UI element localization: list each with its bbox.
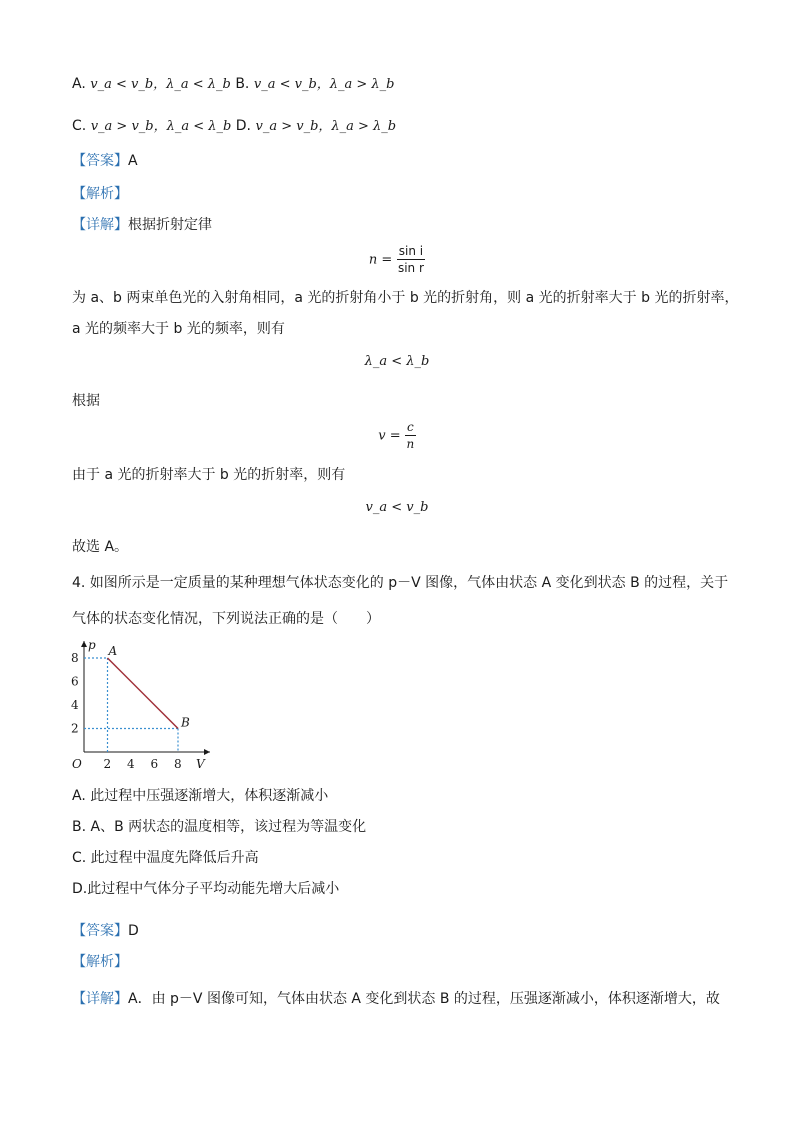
detail-text-2: A．由 p－V 图像可知，气体由状态 A 变化到状态 B 的过程，压强逐渐减小，体积逐渐增大，故 — [128, 991, 720, 1007]
q4-stem-line-2: 气体的状态变化情况，下列说法正确的是（ ） — [72, 611, 380, 627]
analysis-tag-2: 【解析】 — [72, 954, 128, 970]
option-q3-row2 — [72, 115, 396, 134]
option-q4-d: D.此过程中气体分子平均动能先增大后减小 — [72, 881, 340, 897]
chart-point-labels — [108, 644, 191, 730]
detail-conclusion: 故选 A。 — [72, 539, 129, 555]
q4-stem-line-1: 4. 如图所示是一定质量的某种理想气体状态变化的 p－V 图像，气体由状态 A 变化到状态 B 的过程，关于 — [72, 575, 729, 591]
equation-refraction — [0, 244, 794, 275]
eq1-fraction — [397, 244, 425, 275]
answer-line-1 — [72, 150, 138, 170]
answer-tag-2: 【答案】 — [72, 923, 128, 939]
option-q4-b: B. A、B 两状态的温度相等，该过程为等温变化 — [72, 819, 367, 835]
option-a-text: v_a < v_b，λ_a < λ_b — [90, 77, 231, 92]
detail-line-3: a 光的频率大于 b 光的频率，则有 — [72, 321, 285, 337]
x-tick-label: 2 — [103, 757, 112, 770]
detail-tag: 【详解】 — [72, 217, 128, 233]
point-label-a: A — [108, 644, 118, 658]
eq3-fraction — [405, 420, 416, 451]
answer-value: A — [128, 153, 138, 169]
pv-chart — [66, 635, 216, 770]
equation-velocity: v_a < v_b — [365, 500, 429, 515]
y-axis-label: p — [88, 638, 96, 652]
answer-tag: 【答案】 — [72, 153, 128, 169]
eq1-lhs: n = — [368, 252, 393, 268]
eq3-denominator: n — [406, 437, 415, 451]
x-axis-label: V — [196, 757, 205, 770]
series-line-ab — [108, 658, 179, 729]
answer-value-2: D — [128, 923, 139, 939]
equation-wavelength: λ_a < λ_b — [364, 354, 430, 369]
y-tick-label: 8 — [71, 651, 79, 665]
point-label-b: B — [181, 715, 190, 730]
x-tick-label: 4 — [127, 757, 135, 770]
detail-intro: 根据折射定律 — [128, 217, 212, 233]
detail-line-q4 — [72, 988, 720, 1008]
eq3-numerator: c — [407, 420, 414, 434]
option-q3-row1 — [72, 73, 394, 92]
option-a-label: A. — [72, 76, 86, 92]
eq1-numerator: sin i — [398, 244, 424, 258]
option-c-text: v_a > v_b，λ_a < λ_b — [90, 119, 232, 134]
x-tick-label: 8 — [174, 757, 182, 770]
x-tick-label: 6 — [150, 757, 159, 770]
equation-speed — [0, 420, 794, 451]
option-d-label: D. — [235, 118, 252, 134]
option-b-label: B. — [235, 76, 250, 92]
option-d-text: v_a > v_b，λ_a > λ_b — [255, 119, 397, 134]
option-c-label: C. — [72, 118, 87, 134]
detail-line-4: 根据 — [72, 393, 100, 409]
y-tick-label: 4 — [71, 698, 79, 712]
answer-line-2 — [72, 920, 139, 940]
analysis-tag-1: 【解析】 — [72, 186, 128, 202]
detail-line-5: 由于 a 光的折射率大于 b 光的折射率，则有 — [72, 467, 346, 483]
detail-tag-2: 【详解】 — [72, 991, 128, 1007]
detail-line-2: 为 a、b 两束单色光的入射角相同，a 光的折射角小于 b 光的折射角，则 a 光的折射率大于 b 光的折射率， — [72, 290, 739, 306]
eq3-lhs: v = — [378, 428, 401, 444]
y-tick-label: 6 — [71, 674, 79, 689]
chart-guide-lines — [84, 658, 178, 752]
origin-label: O — [72, 757, 82, 770]
option-q4-c: C. 此过程中温度先降低后升高 — [72, 850, 259, 866]
eq1-denominator: sin r — [397, 261, 424, 275]
chart-series — [108, 658, 179, 729]
detail-line-1 — [72, 214, 212, 234]
option-b-text: v_a < v_b，λ_a > λ_b — [253, 77, 395, 92]
y-tick-label: 2 — [71, 721, 79, 736]
option-q4-a: A. 此过程中压强逐渐增大，体积逐渐减小 — [72, 788, 329, 804]
